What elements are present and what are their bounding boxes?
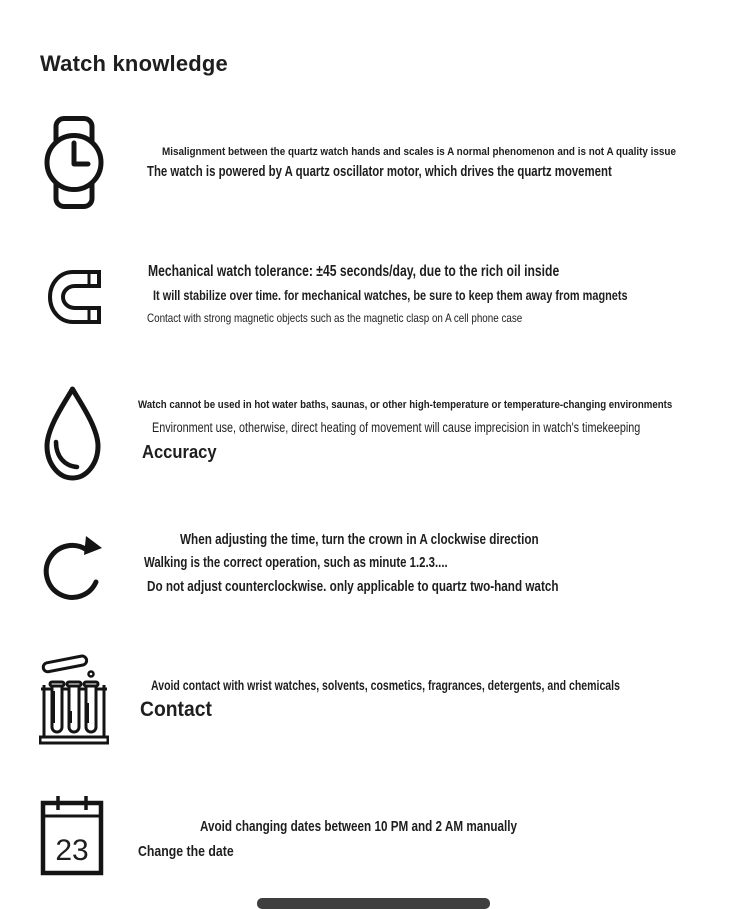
crown-section-line-2: Walking is the correct operation, such as minute 1.2.3....	[144, 554, 448, 571]
date-section-line-2: Change the date	[138, 843, 234, 860]
crown-section-line-1: When adjusting the time, turn the crown in A clockwise direction	[180, 531, 539, 548]
water-drop-icon	[41, 385, 104, 484]
date-section-line-1: Avoid changing dates between 10 PM and 2 AM manually	[200, 818, 518, 835]
watch-icon	[43, 116, 105, 209]
magnet-section-line-1: Mechanical watch tolerance: ±45 seconds/day, due to the rich oil inside	[148, 263, 560, 280]
quartz-section-line-2: The watch is powered by A quartz oscillator motor, which drives the quartz movement	[147, 163, 612, 180]
contact-section-heading: Contact	[140, 698, 212, 721]
quartz-section-line-1: Misalignment between the quartz watch hands and scales is A normal phenomenon and is not A quality issue	[162, 146, 676, 158]
page-title: Watch knowledge	[40, 50, 228, 76]
crown-section-line-3: Do not adjust counterclockwise. only applicable to quartz two-hand watch	[147, 578, 559, 595]
clockwise-arrow-icon	[40, 527, 107, 609]
calendar-day-number: 23	[55, 834, 89, 867]
magnet-icon	[47, 268, 103, 326]
home-indicator-bar	[257, 898, 490, 909]
accuracy-section-line-1: Watch cannot be used in hot water baths, saunas, or other high-temperature or temperature-changing environments	[138, 399, 673, 411]
test-tubes-icon	[39, 649, 109, 746]
magnet-section-line-3: Contact with strong magnetic objects such as the magnetic clasp on A cell phone case	[147, 311, 523, 325]
contact-section-line-1: Avoid contact with wrist watches, solvents, cosmetics, fragrances, detergents, and chemicals	[151, 678, 620, 693]
accuracy-section-heading: Accuracy	[142, 442, 217, 462]
magnet-section-line-2: It will stabilize over time. for mechanical watches, be sure to keep them away from magnets	[153, 287, 628, 303]
calendar-icon	[38, 792, 106, 877]
accuracy-section-line-2: Environment use, otherwise, direct heating of movement will cause imprecision in watch's timekeeping	[152, 420, 641, 435]
